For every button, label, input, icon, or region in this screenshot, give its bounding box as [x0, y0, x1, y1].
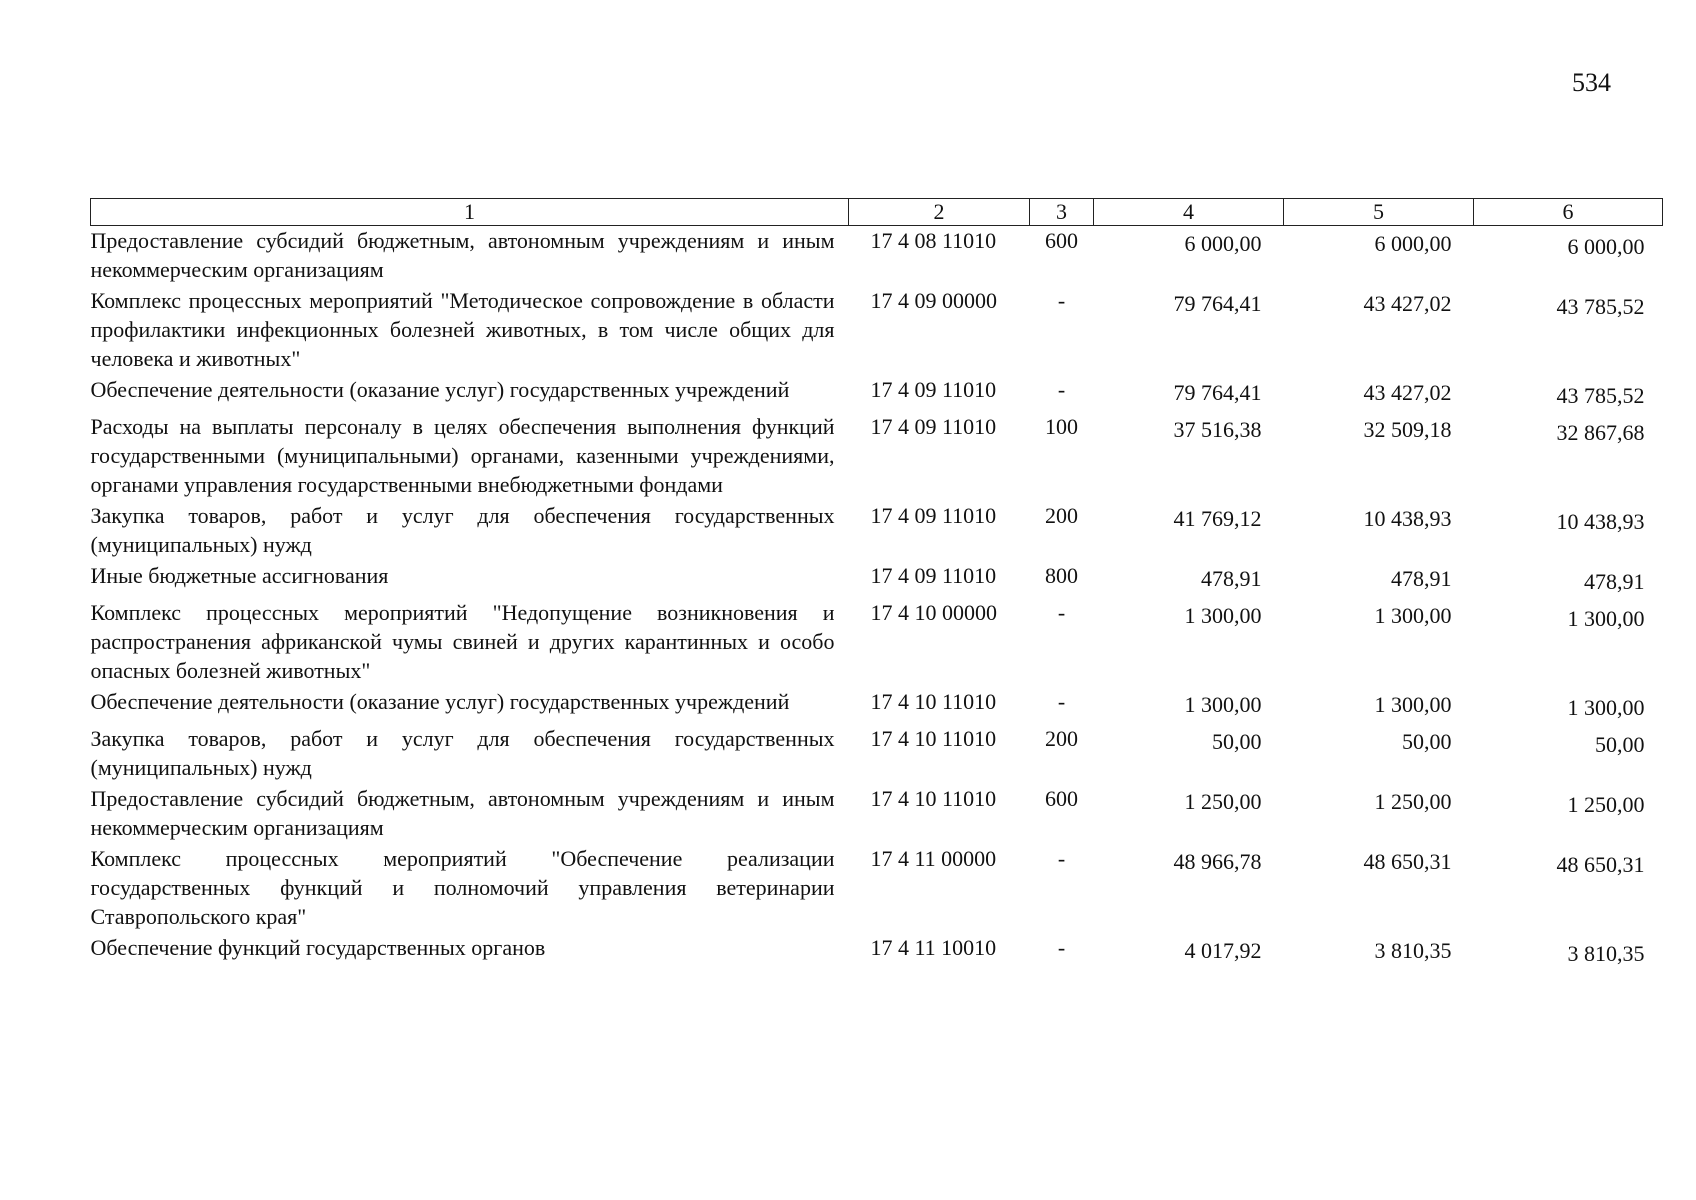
row-name-cell: Иные бюджетные ассигнования [90, 563, 389, 588]
row-value-col5-cell: 1 300,00 [1374, 692, 1452, 717]
row-value-col6-cell: 50,00 [1595, 732, 1645, 757]
row-value-col4-cell: 6 000,00 [1184, 231, 1262, 256]
row-name-cell: Предоставление субсидий бюджетным, автономным учреждениям и иным некоммерческим организациям [90, 786, 835, 840]
row-code-cell: 17 4 09 11010 [870, 377, 997, 402]
row-code-cell: 17 4 10 11010 [870, 689, 997, 714]
table-row [91, 286, 1663, 375]
table-row [91, 226, 1663, 287]
table-row [91, 375, 1663, 412]
row-expense-type-cell: - [1057, 288, 1066, 313]
row-name-cell: Комплекс процессных мероприятий "Обеспечение реализации государственных функций и полномочий управления ветеринарии Ставропольского края" [90, 846, 835, 929]
row-value-col6-cell: 10 438,93 [1556, 509, 1645, 534]
table-row [91, 784, 1663, 844]
row-value-col5-cell: 43 427,02 [1363, 291, 1452, 316]
row-code-cell: 17 4 08 11010 [870, 228, 997, 253]
row-value-col6-cell: 1 250,00 [1567, 792, 1645, 817]
row-value-col6-cell: 1 300,00 [1567, 695, 1645, 720]
row-expense-type-cell: - [1057, 935, 1066, 960]
table-row [91, 598, 1663, 687]
row-value-col5-cell: 10 438,93 [1363, 506, 1452, 531]
row-expense-type-cell: 600 [1045, 786, 1078, 811]
row-value-col5-cell: 43 427,02 [1363, 380, 1452, 405]
row-value-col5-cell: 48 650,31 [1363, 849, 1452, 874]
column-header-5: 5 [1284, 199, 1474, 226]
row-code-cell: 17 4 09 11010 [870, 503, 997, 528]
row-value-col4-cell: 4 017,92 [1184, 938, 1262, 963]
row-value-col5-cell: 50,00 [1402, 729, 1452, 754]
row-code-cell: 17 4 09 00000 [870, 288, 997, 313]
row-name-cell: Обеспечение функций государственных органов [90, 935, 546, 960]
row-expense-type-cell: 800 [1045, 563, 1078, 588]
row-value-col4-cell: 50,00 [1212, 729, 1262, 754]
table-row [91, 933, 1663, 970]
row-value-col4-cell: 79 764,41 [1173, 291, 1262, 316]
row-value-col5-cell: 3 810,35 [1374, 938, 1452, 963]
row-name-cell: Закупка товаров, работ и услуг для обеспечения государственных (муниципальных) нужд [90, 503, 835, 557]
row-expense-type-cell: - [1057, 689, 1066, 714]
row-value-col4-cell: 37 516,38 [1173, 417, 1262, 442]
row-value-col6-cell: 43 785,52 [1556, 294, 1645, 319]
row-value-col6-cell: 6 000,00 [1567, 234, 1645, 259]
row-value-col6-cell: 48 650,31 [1556, 852, 1645, 877]
row-expense-type-cell: 200 [1045, 503, 1078, 528]
row-code-cell: 17 4 10 11010 [870, 786, 997, 811]
row-code-cell: 17 4 09 11010 [870, 563, 997, 588]
page-number: 534 [1572, 68, 1611, 97]
table-row [91, 844, 1663, 933]
row-value-col4-cell: 1 300,00 [1184, 603, 1262, 628]
column-header-6: 6 [1474, 199, 1663, 226]
row-expense-type-cell: - [1057, 377, 1066, 402]
row-value-col6-cell: 43 785,52 [1556, 383, 1645, 408]
row-value-col6-cell: 32 867,68 [1556, 420, 1645, 445]
row-name-cell: Обеспечение деятельности (оказание услуг) государственных учреждений [90, 689, 790, 714]
header-row [91, 199, 1663, 226]
table-row [91, 501, 1663, 561]
row-value-col5-cell: 1 300,00 [1374, 603, 1452, 628]
row-name-cell: Расходы на выплаты персоналу в целях обеспечения выполнения функций государственными (муниципальными) органами, казенными учреждениями, органами управления государственными внебюджетными фондами [90, 414, 835, 497]
row-value-col5-cell: 6 000,00 [1374, 231, 1452, 256]
budget-table-container [90, 198, 1662, 970]
row-name-cell: Закупка товаров, работ и услуг для обеспечения государственных (муниципальных) нужд [90, 726, 835, 780]
row-value-col6-cell: 3 810,35 [1567, 941, 1645, 966]
row-name-cell: Комплекс процессных мероприятий "Методическое сопровождение в области профилактики инфекционных болезней животных, в том числе общих для человека и животных" [90, 288, 835, 371]
row-expense-type-cell: - [1057, 846, 1066, 871]
row-code-cell: 17 4 10 00000 [870, 600, 997, 625]
row-value-col4-cell: 79 764,41 [1173, 380, 1262, 405]
table-body [91, 226, 1663, 971]
row-name-cell: Комплекс процессных мероприятий "Недопущение возникновения и распространения африканской чумы свиней и других карантинных и особо опасных болезней животных" [90, 600, 835, 683]
row-code-cell: 17 4 11 10010 [870, 935, 997, 960]
row-name-cell: Предоставление субсидий бюджетным, автономным учреждениям и иным некоммерческим организациям [90, 228, 835, 282]
row-value-col6-cell: 478,91 [1584, 569, 1645, 594]
row-code-cell: 17 4 09 11010 [870, 414, 997, 439]
column-header-1: 1 [91, 199, 849, 226]
row-expense-type-cell: 200 [1045, 726, 1078, 751]
row-name-cell: Обеспечение деятельности (оказание услуг) государственных учреждений [90, 377, 790, 402]
column-header-3: 3 [1030, 199, 1094, 226]
row-value-col5-cell: 478,91 [1391, 566, 1452, 591]
row-expense-type-cell: 600 [1045, 228, 1078, 253]
row-value-col5-cell: 1 250,00 [1374, 789, 1452, 814]
row-expense-type-cell: - [1057, 600, 1066, 625]
row-value-col4-cell: 1 250,00 [1184, 789, 1262, 814]
row-value-col4-cell: 478,91 [1201, 566, 1262, 591]
table-row [91, 561, 1663, 598]
row-value-col5-cell: 32 509,18 [1363, 417, 1452, 442]
row-value-col6-cell: 1 300,00 [1567, 606, 1645, 631]
row-code-cell: 17 4 10 11010 [870, 726, 997, 751]
table-row [91, 412, 1663, 501]
row-expense-type-cell: 100 [1045, 414, 1078, 439]
table-header [91, 199, 1663, 226]
row-value-col4-cell: 41 769,12 [1173, 506, 1262, 531]
row-code-cell: 17 4 11 00000 [870, 846, 997, 871]
budget-table [90, 198, 1663, 970]
row-value-col4-cell: 48 966,78 [1173, 849, 1262, 874]
table-row [91, 724, 1663, 784]
row-value-col4-cell: 1 300,00 [1184, 692, 1262, 717]
column-header-2: 2 [849, 199, 1030, 226]
table-row [91, 687, 1663, 724]
column-header-4: 4 [1094, 199, 1284, 226]
